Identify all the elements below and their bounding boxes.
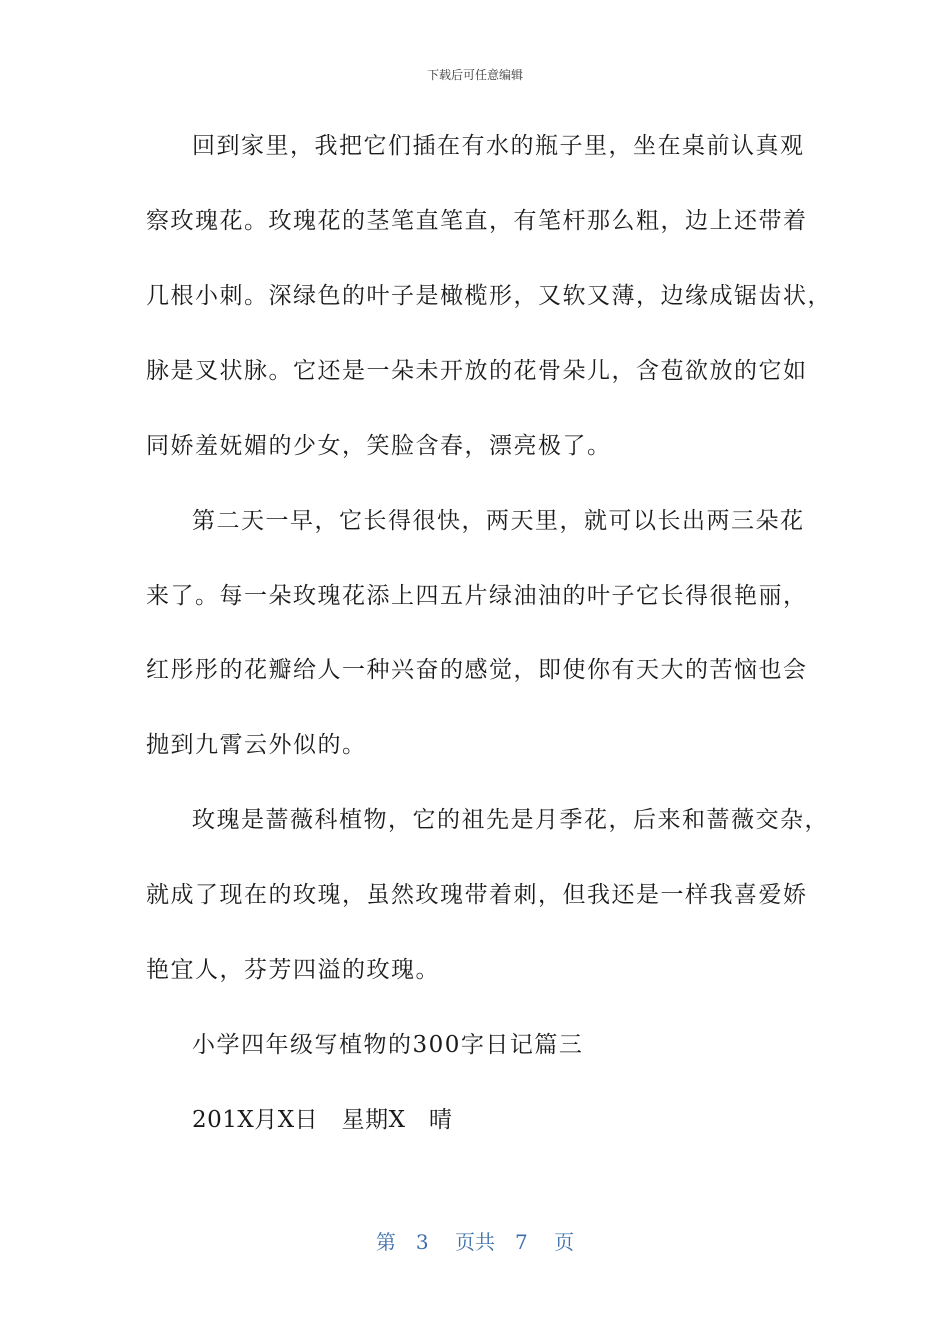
paragraph-1-line-1: 回到家里，我把它们插在有水的瓶子里，坐在桌前认真观: [192, 133, 805, 159]
paragraph-1-line-4: 脉是叉状脉。它还是一朵未开放的花骨朵儿，含苞欲放的它如: [146, 358, 808, 384]
paragraph-2-line-3: 红彤彤的花瓣给人一种兴奋的感觉，即使你有天大的苦恼也会: [146, 657, 808, 683]
paragraph-3-line-1: 玫瑰是蔷薇科植物，它的祖先是月季花，后来和蔷薇交杂，: [192, 807, 829, 833]
paragraph-3-line-3: 艳宜人，芬芳四溢的玫瑰。: [146, 957, 440, 983]
paragraph-2-line-2: 来了。每一朵玫瑰花添上四五片绿油油的叶子它长得很艳丽，: [146, 583, 808, 609]
paragraph-2-line-1: 第二天一早，它长得很快，两天里，就可以长出两三朵花: [192, 508, 805, 534]
paragraph-1-line-3: 几根小刺。深绿色的叶子是橄榄形，又软又薄，边缘成锯齿状，: [146, 283, 832, 309]
page-header: 下载后可任意编辑: [426, 68, 523, 82]
page-number-footer: 第 3 页共 7 页: [375, 1230, 575, 1254]
paragraph-1-line-5: 同娇羞妩媚的少女，笑脸含春，漂亮极了。: [146, 433, 612, 459]
date-line: 201X月X日 星期X 晴: [192, 1107, 453, 1133]
section-title: 小学四年级写植物的300字日记篇三: [192, 1032, 584, 1058]
paragraph-1-line-2: 察玫瑰花。玫瑰花的茎笔直笔直，有笔杆那么粗，边上还带着: [146, 208, 808, 234]
paragraph-2-line-4: 抛到九霄云外似的。: [146, 732, 367, 758]
paragraph-3-line-2: 就成了现在的玫瑰，虽然玫瑰带着刺，但我还是一样我喜爱娇: [146, 882, 808, 908]
